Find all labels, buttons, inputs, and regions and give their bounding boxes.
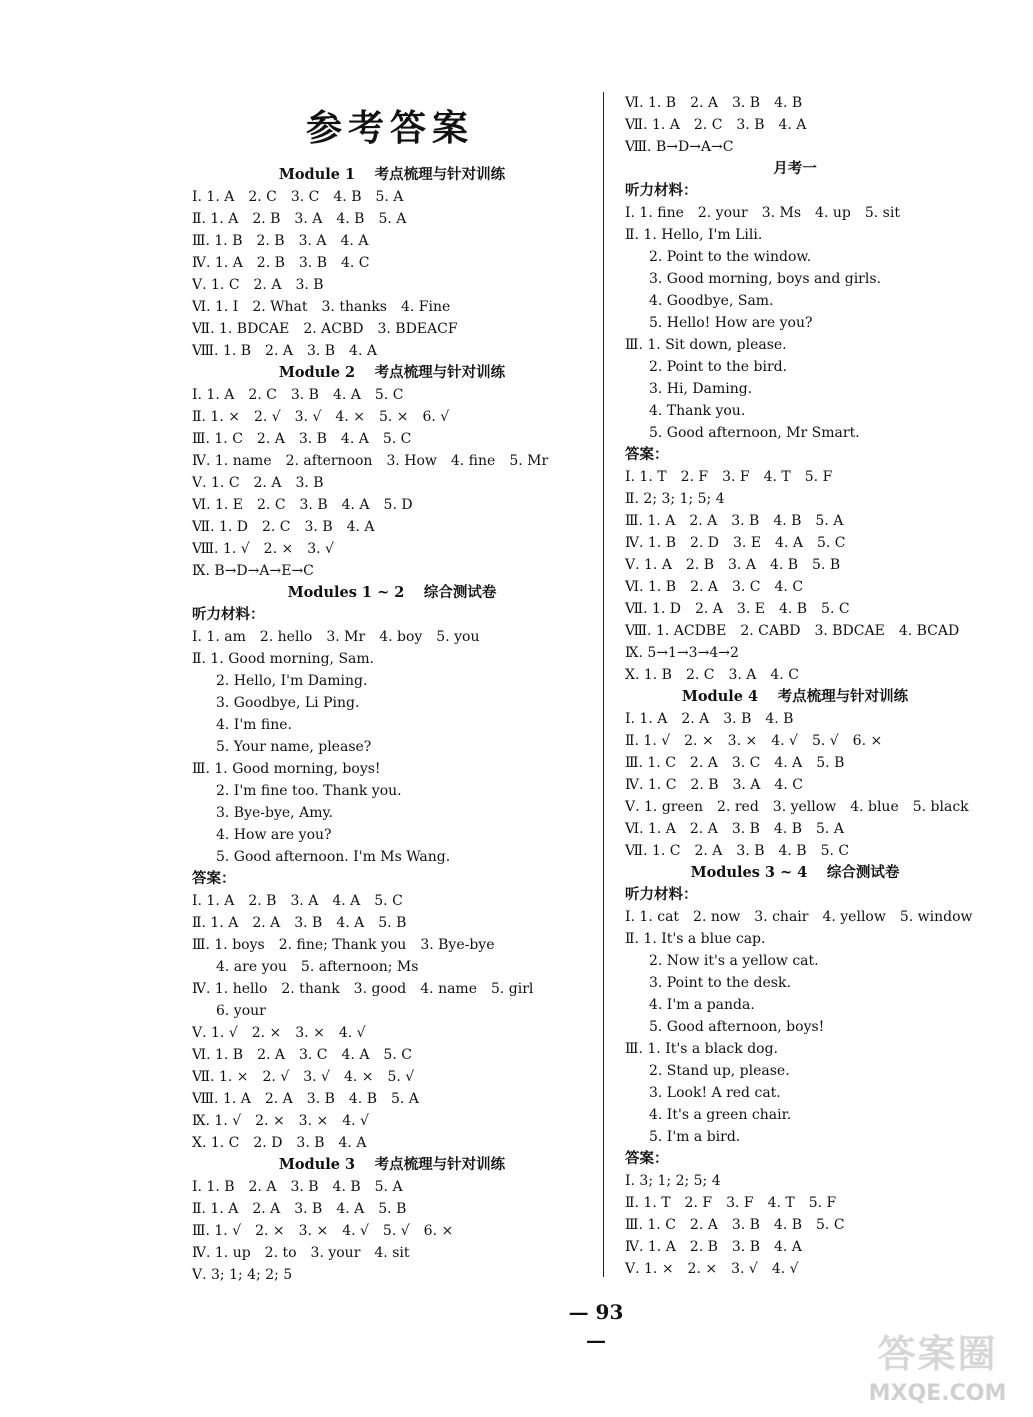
answer-line-indented: 3. Goodbye, Li Ping.: [216, 695, 360, 711]
answer-line: Ⅳ. 1. hello 2. thank 3. good 4. name 5. girl: [192, 981, 534, 997]
watermark-logo: [850, 1328, 1025, 1410]
answer-line: Ⅴ. 1. green 2. red 3. yellow 4. blue 5. black: [625, 799, 969, 815]
answer-line: Ⅲ. 1. C 2. A 3. C 4. A 5. B: [625, 755, 845, 771]
answer-line: Ⅷ. 1. √ 2. × 3. √: [192, 541, 334, 557]
answer-line: Ⅹ. 1. C 2. D 3. B 4. A: [192, 1135, 367, 1151]
answer-line: Ⅳ. 1. A 2. B 3. B 4. A: [625, 1239, 802, 1255]
section-label: 听力材料：: [625, 183, 698, 199]
answer-line: Ⅶ. 1. C 2. A 3. B 4. B 5. C: [625, 843, 850, 859]
answer-line: Ⅲ. 1. A 2. A 3. B 4. B 5. A: [625, 513, 844, 529]
answer-line: Ⅱ. 1. Good morning, Sam.: [192, 651, 375, 667]
answer-line: Ⅰ. 1. T 2. F 3. F 4. T 5. F: [625, 469, 833, 485]
section-heading: Module 3 考点梳理与针对训练: [278, 1156, 506, 1173]
answer-line-indented: 4. I'm fine.: [216, 717, 293, 733]
answer-line: Ⅶ. 1. BDCAE 2. ACBD 3. BDEACF: [192, 321, 458, 337]
section-heading: 月考一: [773, 160, 817, 177]
page-title: 参考答案: [305, 107, 474, 149]
answer-line: Ⅵ. 1. I 2. What 3. thanks 4. Fine: [192, 299, 451, 315]
answer-line: Ⅲ. 1. √ 2. × 3. × 4. √ 5. √ 6. ×: [192, 1223, 454, 1239]
answer-line-indented: 6. your: [216, 1003, 266, 1019]
answer-line: Ⅴ. 1. × 2. × 3. √ 4. √: [625, 1261, 799, 1277]
answer-line: Ⅳ. 1. B 2. D 3. E 4. A 5. C: [625, 535, 846, 551]
answer-line: Ⅸ. B→D→A→E→C: [192, 563, 314, 579]
answer-line-indented: 2. I'm fine too. Thank you.: [216, 783, 402, 799]
answer-line-indented: 5. Hello! How are you?: [649, 315, 813, 331]
answer-line-indented: 4. I'm a panda.: [649, 997, 755, 1013]
answer-line-indented: 5. I'm a bird.: [649, 1129, 741, 1145]
answer-line-indented: 5. Good afternoon. I'm Ms Wang.: [216, 849, 451, 865]
answer-line: Ⅰ. 1. A 2. B 3. A 4. A 5. C: [192, 893, 403, 909]
answer-line: Ⅰ. 3; 1; 2; 5; 4: [625, 1173, 721, 1189]
answer-line-indented: 4. Thank you.: [649, 403, 746, 419]
answer-line-indented: 5. Your name, please?: [216, 739, 372, 755]
answer-line: Ⅸ. 5→1→3→4→2: [625, 645, 739, 661]
answer-line: Ⅴ. 3; 1; 4; 2; 5: [192, 1267, 293, 1283]
answer-line: Ⅰ. 1. cat 2. now 3. chair 4. yellow 5. window: [625, 909, 973, 925]
section-label: 听力材料：: [625, 887, 698, 903]
answer-line: Ⅶ. 1. A 2. C 3. B 4. A: [625, 117, 807, 133]
answer-line-indented: 2. Stand up, please.: [649, 1063, 790, 1079]
answer-line: Ⅱ. 1. A 2. A 3. B 4. A 5. B: [192, 915, 407, 931]
answer-line: Ⅴ. 1. A 2. B 3. A 4. B 5. B: [625, 557, 841, 573]
answer-line: Ⅳ. 1. up 2. to 3. your 4. sit: [192, 1245, 410, 1261]
answer-line: Ⅰ. 1. fine 2. your 3. Ms 4. up 5. sit: [625, 205, 900, 221]
column-divider: [603, 92, 604, 1277]
answer-line-indented: 3. Look! A red cat.: [649, 1085, 781, 1101]
answer-line: Ⅲ. 1. C 2. A 3. B 4. A 5. C: [192, 431, 412, 447]
right-answer-column: [625, 92, 973, 1280]
answer-line: Ⅳ. 1. A 2. B 3. B 4. C: [192, 255, 370, 271]
answer-line: Ⅵ. 1. E 2. C 3. B 4. A 5. D: [192, 497, 413, 513]
section-heading: Modules 3 ~ 4 综合测试卷: [690, 864, 900, 881]
answer-line: Ⅱ. 2; 3; 1; 5; 4: [625, 491, 725, 507]
answer-line: Ⅵ. 1. B 2. A 3. C 4. C: [625, 579, 804, 595]
answer-line-indented: 2. Point to the bird.: [649, 359, 788, 375]
answer-line: Ⅹ. 1. B 2. C 3. A 4. C: [625, 667, 799, 683]
answer-line: Ⅲ. 1. C 2. A 3. B 4. B 5. C: [625, 1217, 845, 1233]
answer-line: Ⅲ. 1. boys 2. fine; Thank you 3. Bye-bye: [192, 937, 495, 953]
answer-line: Ⅷ. B→D→A→C: [625, 139, 734, 155]
answer-line: Ⅱ. 1. × 2. √ 3. √ 4. × 5. × 6. √: [192, 409, 450, 425]
section-label: 听力材料：: [192, 607, 265, 623]
answer-line-indented: 4. It's a green chair.: [649, 1107, 792, 1123]
answer-line: Ⅷ. 1. B 2. A 3. B 4. A: [192, 343, 377, 359]
answer-line: Ⅲ. 1. Sit down, please.: [625, 337, 787, 353]
answer-line: Ⅱ. 1. T 2. F 3. F 4. T 5. F: [625, 1195, 837, 1211]
section-heading: Module 4 考点梳理与针对训练: [681, 688, 909, 705]
answer-line: Ⅰ. 1. am 2. hello 3. Mr 4. boy 5. you: [192, 629, 480, 645]
answer-line: Ⅰ. 1. A 2. C 3. B 4. A 5. C: [192, 387, 404, 403]
answer-line-indented: 5. Good afternoon, Mr Smart.: [649, 425, 860, 441]
answer-line: Ⅶ. 1. D 2. C 3. B 4. A: [192, 519, 375, 535]
answer-line-indented: 3. Good morning, boys and girls.: [649, 271, 881, 287]
answer-line-indented: 4. Goodbye, Sam.: [649, 293, 774, 309]
answer-line: Ⅲ. 1. B 2. B 3. A 4. A: [192, 233, 369, 249]
answer-line: Ⅵ. 1. B 2. A 3. B 4. B: [625, 95, 803, 111]
left-answer-column: [192, 164, 592, 1286]
answer-line-indented: 4. How are you?: [216, 827, 332, 843]
answer-line: Ⅷ. 1. A 2. A 3. B 4. B 5. A: [192, 1091, 419, 1107]
answer-line: Ⅶ. 1. × 2. √ 3. √ 4. × 5. √: [192, 1069, 415, 1085]
section-heading: Module 1 考点梳理与针对训练: [278, 166, 506, 183]
answer-line: Ⅷ. 1. ACDBE 2. CABD 3. BDCAE 4. BCAD: [625, 623, 960, 639]
answer-line-indented: 3. Hi, Daming.: [649, 381, 753, 397]
answer-line: Ⅱ. 1. √ 2. × 3. × 4. √ 5. √ 6. ×: [625, 733, 883, 749]
answer-line-indented: 2. Point to the window.: [649, 249, 812, 265]
answer-line-indented: 4. are you 5. afternoon; Ms: [216, 959, 419, 975]
section-label: 答案：: [625, 1151, 669, 1167]
watermark-mark: 答案圈: [877, 1332, 998, 1376]
answer-line-indented: 3. Bye-bye, Amy.: [216, 805, 333, 821]
answer-line: Ⅵ. 1. B 2. A 3. C 4. A 5. C: [192, 1047, 412, 1063]
answer-line: Ⅱ. 1. Hello, I'm Lili.: [625, 227, 763, 243]
answer-line: Ⅲ. 1. It's a black dog.: [625, 1041, 779, 1057]
answer-line: Ⅴ. 1. √ 2. × 3. × 4. √: [192, 1025, 366, 1041]
answer-line: Ⅳ. 1. C 2. B 3. A 4. C: [625, 777, 803, 793]
answer-line: Ⅴ. 1. C 2. A 3. B: [192, 475, 324, 491]
section-heading: Modules 1 ~ 2 综合测试卷: [287, 584, 497, 601]
section-label: 答案：: [625, 447, 669, 463]
answer-line-indented: 2. Now it's a yellow cat.: [649, 953, 819, 969]
answer-line: Ⅴ. 1. C 2. A 3. B: [192, 277, 324, 293]
answer-line: Ⅸ. 1. √ 2. × 3. × 4. √: [192, 1113, 369, 1129]
answer-line: Ⅵ. 1. A 2. A 3. B 4. B 5. A: [625, 821, 844, 837]
answer-line: Ⅰ. 1. A 2. C 3. C 4. B 5. A: [192, 189, 404, 205]
answer-line: Ⅱ. 1. A 2. A 3. B 4. A 5. B: [192, 1201, 407, 1217]
answer-line: Ⅶ. 1. D 2. A 3. E 4. B 5. C: [625, 601, 850, 617]
answer-line-indented: 2. Hello, I'm Daming.: [216, 673, 368, 689]
answer-line: Ⅱ. 1. It's a blue cap.: [625, 931, 766, 947]
section-heading: Module 2 考点梳理与针对训练: [278, 364, 506, 381]
watermark-url: MXQE.COM: [868, 1381, 1007, 1406]
answer-line: Ⅱ. 1. A 2. B 3. A 4. B 5. A: [192, 211, 407, 227]
answer-line: Ⅳ. 1. name 2. afternoon 3. How 4. fine 5. Mr: [192, 453, 549, 469]
answer-line-indented: 5. Good afternoon, boys!: [649, 1019, 825, 1035]
answer-line: Ⅰ. 1. B 2. A 3. B 4. B 5. A: [192, 1179, 403, 1195]
page-number: — 93 —: [568, 1300, 624, 1352]
answer-line: Ⅰ. 1. A 2. A 3. B 4. B: [625, 711, 794, 727]
answer-line: Ⅲ. 1. Good morning, boys!: [192, 761, 381, 777]
section-label: 答案：: [192, 871, 236, 887]
answer-line-indented: 3. Point to the desk.: [649, 975, 791, 991]
